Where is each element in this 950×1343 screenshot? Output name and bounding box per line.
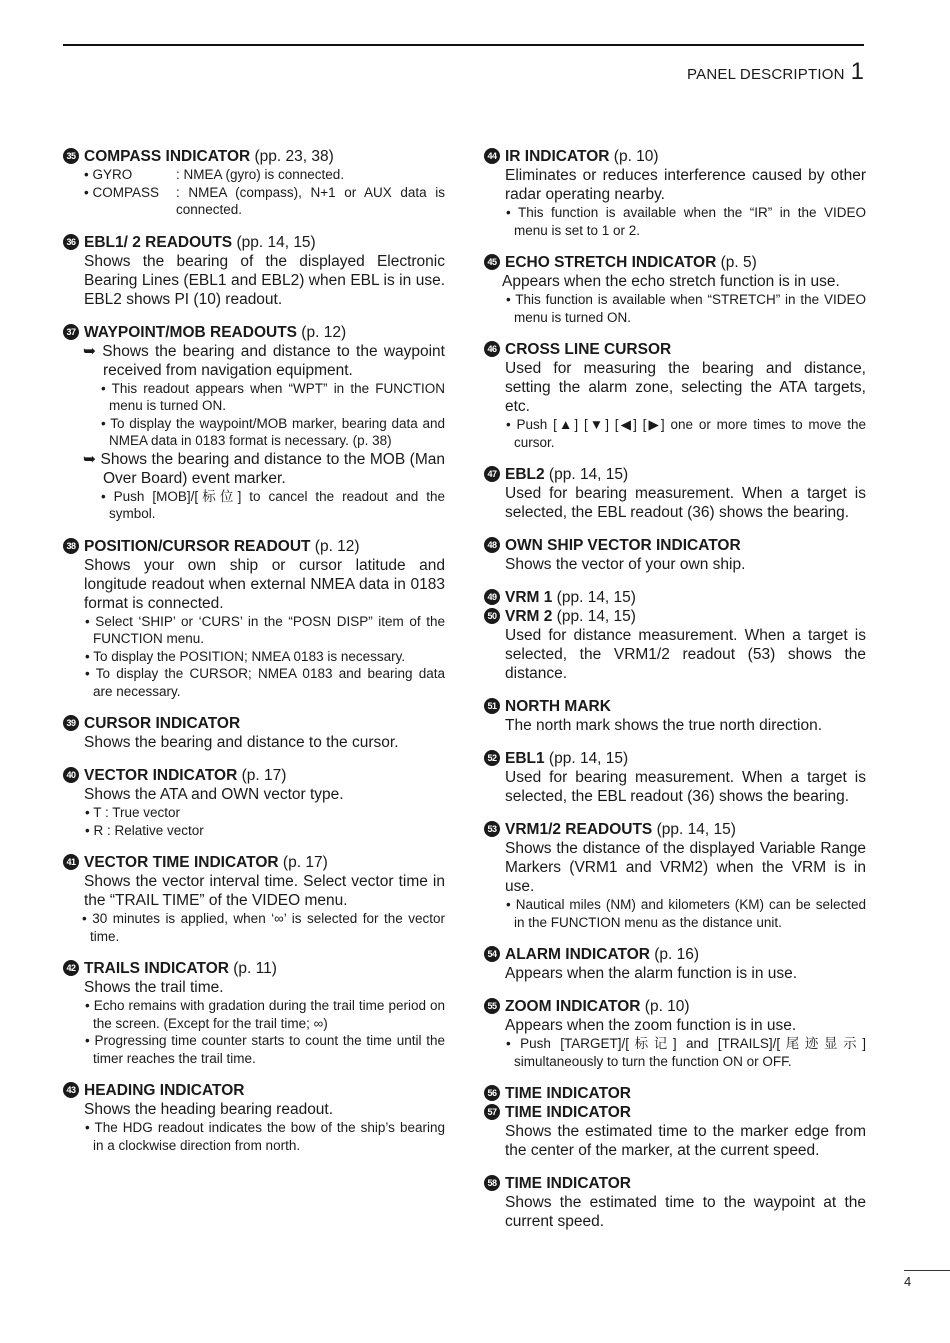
section-title: EBL1 <box>505 750 545 767</box>
section-41 <box>63 853 445 945</box>
section-body: Shows the bearing and distance to the cursor. <box>84 734 399 751</box>
page-ref: (p. 10) <box>640 998 690 1015</box>
section-body: Shows the estimated time to the waypoint at the current speed. <box>505 1194 866 1230</box>
page-ref: (p. 5) <box>716 254 757 271</box>
page-ref: (pp. 14, 15) <box>544 466 629 483</box>
section-45 <box>484 253 866 326</box>
section-47 <box>484 465 866 522</box>
section-heading <box>484 945 866 964</box>
section-heading <box>484 697 866 716</box>
section-title: COMPASS INDICATOR <box>84 148 251 165</box>
section-body: Shows the ATA and OWN vector type. <box>84 786 344 803</box>
section-heading <box>484 607 866 626</box>
number-badge: 40 <box>63 767 79 783</box>
page-ref: (p. 17) <box>237 767 287 784</box>
bullet-item: • Echo remains with gradation during the trail time period on the screen. (Except for the trail time; ∞) <box>85 998 445 1031</box>
section-heading <box>484 465 866 484</box>
section-body: Shows the vector of your own ship. <box>505 556 746 573</box>
section-title: OWN SHIP VECTOR INDICATOR <box>505 537 741 554</box>
section-44 <box>484 147 866 239</box>
section-heading <box>63 147 445 166</box>
section-heading <box>63 323 445 342</box>
number-badge: 41 <box>63 854 79 870</box>
section-title: TRAILS INDICATOR <box>84 960 229 977</box>
section-body: Appears when the alarm function is in use. <box>505 965 798 982</box>
bullet-item: • Push [TARGET]/[标记] and [TRAILS]/[尾迹显示] simultaneously to turn the function ON or OFF. <box>506 1036 866 1069</box>
section-body: The north mark shows the true north direction. <box>505 717 823 734</box>
section-heading <box>63 714 445 733</box>
section-body: Appears when the echo stretch function is in use. <box>502 273 840 290</box>
section-53 <box>484 820 866 931</box>
page-header <box>687 58 864 86</box>
section-body: Used for bearing measurement. When a target is selected, the EBL readout (36) shows the bearing. <box>505 769 866 805</box>
number-badge: 42 <box>63 960 79 976</box>
arrow-item: ➥ Shows the bearing and distance to the waypoint received from navigation equipment. <box>83 342 445 379</box>
number-badge: 35 <box>63 148 79 164</box>
section-heading <box>484 536 866 555</box>
section-title: EBL2 <box>505 466 545 483</box>
section-body: Shows the estimated time to the marker edge from the center of the marker, at the current speed. <box>505 1123 866 1159</box>
section-title: CURSOR INDICATOR <box>84 715 241 732</box>
bullet-item: • This readout appears when “WPT” in the FUNCTION menu is turned ON. <box>101 380 445 413</box>
section-heading <box>484 1174 866 1193</box>
section-body: Used for distance measurement. When a target is selected, the VRM1/2 readout (53) shows the distance. <box>505 627 866 682</box>
section-title: VECTOR TIME INDICATOR <box>84 854 279 871</box>
section-body: Used for measuring the bearing and distance, setting the alarm zone, selecting the ATA targets, etc. <box>505 360 866 415</box>
number-badge: 38 <box>63 538 79 554</box>
section-body: Used for bearing measurement. When a target is selected, the EBL readout (36) shows the bearing. <box>505 485 866 521</box>
section-51 <box>484 697 866 735</box>
section-title: VECTOR INDICATOR <box>84 767 238 784</box>
section-heading <box>63 1081 445 1100</box>
section-heading <box>63 766 445 785</box>
section-38 <box>63 537 445 701</box>
section-title: VRM 2 <box>505 608 553 625</box>
bullet-item: • 30 minutes is applied, when ‘∞’ is selected for the vector time. <box>82 911 445 944</box>
page-ref: (pp. 23, 38) <box>250 148 334 165</box>
page-ref: (p. 17) <box>278 854 328 871</box>
section-title: VRM1/2 READOUTS <box>505 821 653 838</box>
section-title: TIME INDICATOR <box>505 1085 632 1102</box>
bullet-item: • This function is available when the “IR” in the VIDEO menu is set to 1 or 2. <box>506 205 866 238</box>
section-49-50 <box>484 588 866 683</box>
number-badge: 56 <box>484 1085 500 1101</box>
kv-value: : NMEA (gyro) is connected. <box>176 167 345 182</box>
section-35 <box>63 147 445 219</box>
number-badge: 53 <box>484 821 500 837</box>
section-36 <box>63 233 445 309</box>
number-badge: 47 <box>484 466 500 482</box>
section-heading <box>484 340 866 359</box>
section-body: Shows your own ship or cursor latitude and longitude readout when external NMEA data in 0183 format is connected. <box>84 556 445 612</box>
bullet-item: • Nautical miles (NM) and kilometers (KM) can be selected in the FUNCTION menu as the distance unit. <box>506 897 866 930</box>
section-heading <box>484 997 866 1016</box>
number-badge: 46 <box>484 341 500 357</box>
left-column <box>63 147 445 1168</box>
number-badge: 49 <box>484 589 500 605</box>
bullet-item: • This function is available when “STRETCH” in the VIDEO menu is turned ON. <box>506 292 866 325</box>
bullet-item: • Progressing time counter starts to count the time until the timer reaches the trail time. <box>85 1033 445 1066</box>
section-title: ALARM INDICATOR <box>505 946 650 963</box>
section-heading <box>63 853 445 872</box>
section-title: HEADING INDICATOR <box>84 1082 245 1099</box>
section-title: WAYPOINT/MOB READOUTS <box>84 323 297 341</box>
section-43 <box>63 1081 445 1154</box>
number-badge: 52 <box>484 750 500 766</box>
section-heading <box>484 1103 866 1122</box>
section-56-57 <box>484 1084 866 1160</box>
chapter-number: 1 <box>850 58 864 85</box>
section-title: IR INDICATOR <box>505 148 610 165</box>
section-heading <box>484 1084 866 1103</box>
section-heading <box>484 749 866 768</box>
section-42 <box>63 959 445 1067</box>
header-label: PANEL DESCRIPTION <box>687 66 845 83</box>
section-heading <box>63 233 445 252</box>
section-title: ECHO STRETCH INDICATOR <box>505 254 717 271</box>
number-badge: 50 <box>484 608 500 624</box>
section-title: ZOOM INDICATOR <box>505 998 641 1015</box>
number-badge: 54 <box>484 946 500 962</box>
number-badge: 37 <box>63 324 79 340</box>
section-40 <box>63 766 445 839</box>
kv-row <box>63 184 445 219</box>
number-badge: 58 <box>484 1175 500 1191</box>
section-37 <box>63 323 445 523</box>
section-body: Shows the trail time. <box>84 979 224 996</box>
number-badge: 57 <box>484 1104 500 1120</box>
section-48 <box>484 536 866 574</box>
section-title: EBL1/ 2 READOUTS <box>84 233 233 251</box>
page-ref: (p. 10) <box>609 148 659 165</box>
section-body: Eliminates or reduces interference caused by other radar operating nearby. <box>505 167 866 203</box>
bullet-item: • Select ‘SHIP’ or ‘CURS’ in the “POSN DISP” item of the FUNCTION menu. <box>85 613 445 646</box>
section-52 <box>484 749 866 806</box>
page-ref: (pp. 14, 15) <box>552 589 636 606</box>
right-column <box>484 147 866 1245</box>
number-badge: 43 <box>63 1082 79 1098</box>
arrow-item: ➥ Shows the bearing and distance to the MOB (Man Over Board) event marker. <box>83 450 445 487</box>
section-heading <box>484 253 866 272</box>
bullet-item: • R : Relative vector <box>85 822 204 838</box>
bullet-item: • T : True vector <box>85 805 181 820</box>
section-heading <box>63 537 445 556</box>
page-ref: (pp. 14, 15) <box>544 750 629 767</box>
number-badge: 55 <box>484 998 500 1014</box>
section-heading <box>484 820 866 839</box>
number-badge: 39 <box>63 715 79 731</box>
kv-value: : NMEA (compass), N+1 or AUX data is connected. <box>176 184 445 217</box>
section-title: TIME INDICATOR <box>505 1175 632 1192</box>
section-body: Shows the distance of the displayed Variable Range Markers (VRM1 and VRM2) when the VRM is in use. <box>505 840 866 895</box>
section-title: VRM 1 <box>505 589 553 606</box>
section-title: CROSS LINE CURSOR <box>505 341 672 358</box>
bullet-item: • To display the waypoint/MOB marker, bearing data and NMEA data in 0183 format is necessary. (p. 38) <box>101 415 445 448</box>
section-39 <box>63 714 445 752</box>
bullet-item: • To display the CURSOR; NMEA 0183 and bearing data are necessary. <box>85 666 445 699</box>
section-title: NORTH MARK <box>505 698 611 715</box>
page-ref: (pp. 14, 15) <box>652 821 736 838</box>
section-body: Appears when the zoom function is in use. <box>505 1017 797 1034</box>
section-body: Shows the heading bearing readout. <box>84 1101 334 1118</box>
page-ref: (pp. 14, 15) <box>552 608 636 625</box>
page-ref: (p. 12) <box>310 537 360 555</box>
kv-key: • COMPASS <box>84 184 159 200</box>
section-58 <box>484 1174 866 1231</box>
page-ref: (pp. 14, 15) <box>232 233 316 251</box>
section-heading <box>484 588 866 607</box>
section-heading <box>484 147 866 166</box>
number-badge: 44 <box>484 148 500 164</box>
section-46 <box>484 340 866 451</box>
bullet-item: • Push [MOB]/[标位] to cancel the readout and the symbol. <box>101 488 445 521</box>
section-54 <box>484 945 866 983</box>
page-ref: (p. 11) <box>228 960 277 977</box>
section-body: Shows the bearing of the displayed Electronic Bearing Lines (EBL1 and EBL2) when EBL is in use. EBL2 shows PI (10) readout. <box>84 252 445 308</box>
number-badge: 51 <box>484 698 500 714</box>
bullet-item: • Push [▲] [▼] [◀] [▶] one or more times to move the cursor. <box>506 417 866 450</box>
kv-row <box>63 166 445 184</box>
bullet-item: • The HDG readout indicates the bow of the ship’s bearing in a clockwise direction from north. <box>85 1120 445 1153</box>
number-badge: 36 <box>63 234 79 250</box>
number-badge: 48 <box>484 537 500 553</box>
page-ref: (p. 16) <box>649 946 700 963</box>
section-title: TIME INDICATOR <box>505 1104 632 1121</box>
top-rule <box>63 44 864 46</box>
page-number-rule <box>904 1270 950 1271</box>
section-55 <box>484 997 866 1070</box>
page-number: 4 <box>904 1274 912 1289</box>
page-ref: (p. 12) <box>297 323 347 341</box>
section-body: Shows the vector interval time. Select vector time in the “TRAIL TIME” of the VIDEO menu. <box>84 873 445 909</box>
section-heading <box>63 959 445 978</box>
section-title: POSITION/CURSOR READOUT <box>84 537 311 555</box>
bullet-item: • To display the POSITION; NMEA 0183 is necessary. <box>85 648 406 664</box>
kv-key: • GYRO <box>84 167 133 182</box>
number-badge: 45 <box>484 254 500 270</box>
